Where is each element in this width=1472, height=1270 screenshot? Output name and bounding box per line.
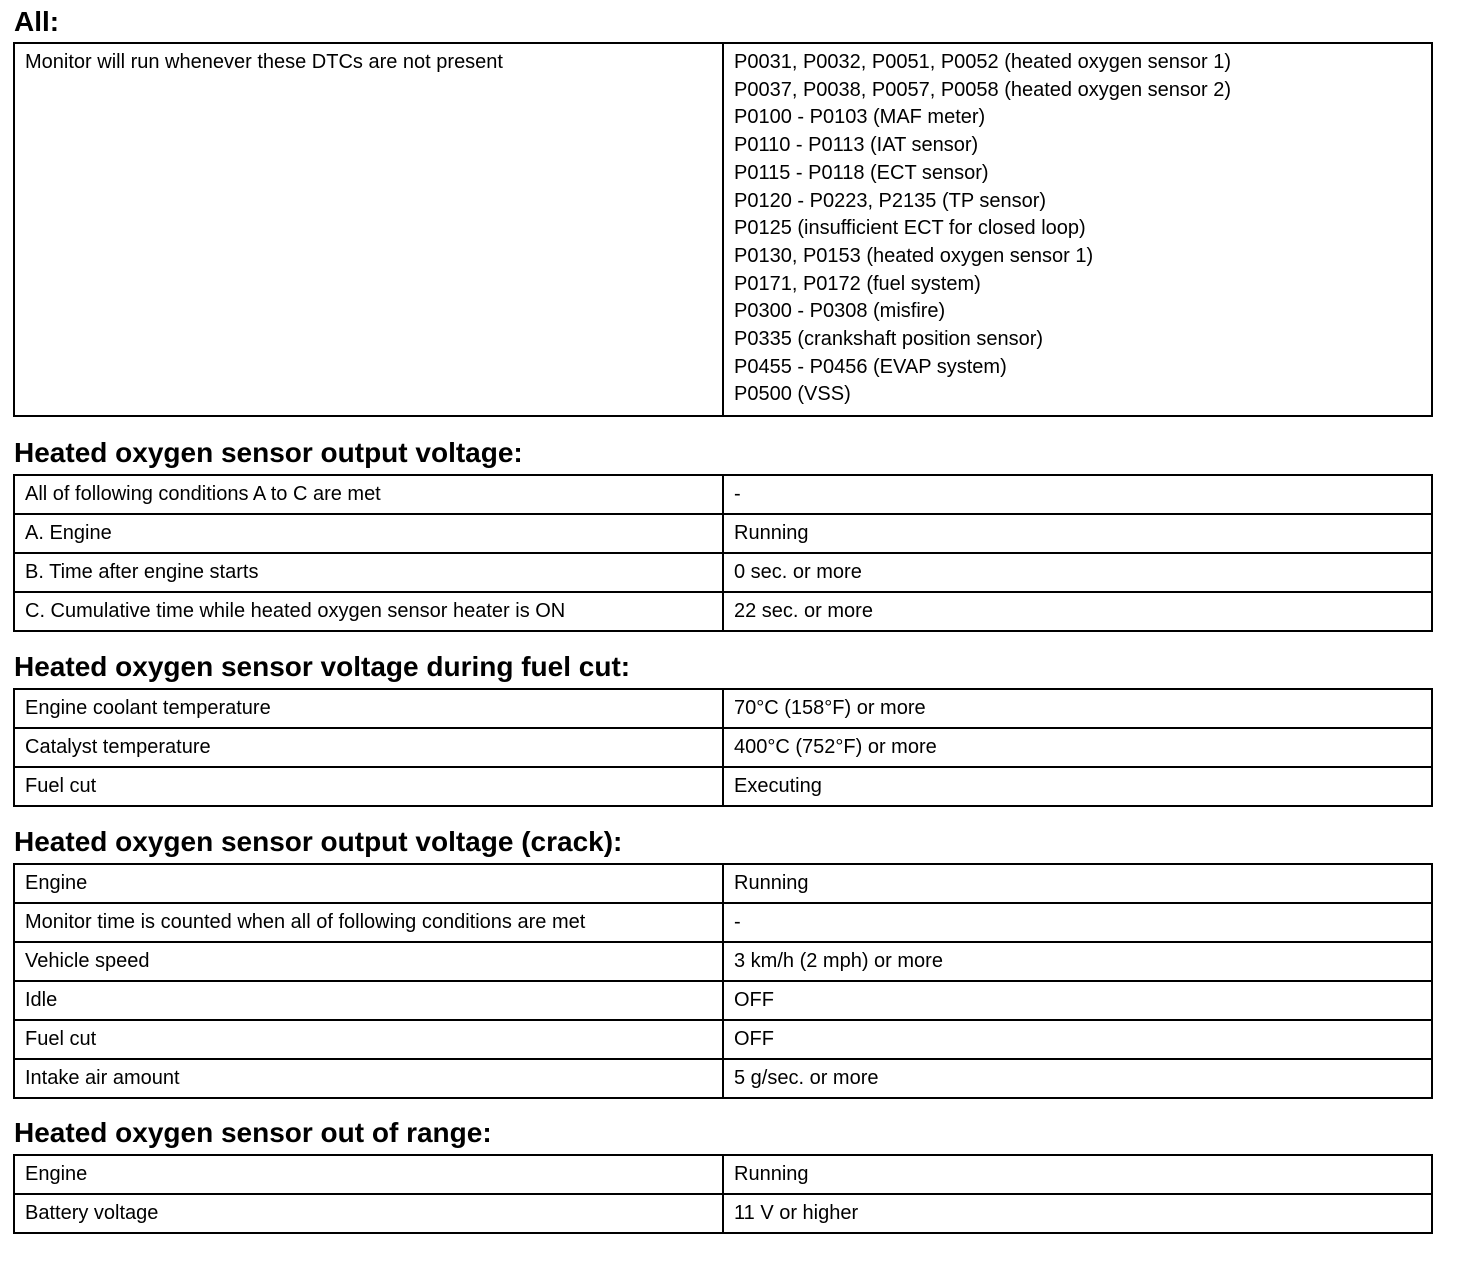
value-cell: 11 V or higher [723,1194,1432,1233]
out-of-range-table [13,1154,1433,1234]
value-cell: 0 sec. or more [723,553,1432,592]
dtc-line: P0031, P0032, P0051, P0052 (heated oxygen sensor 1) [734,51,1232,73]
value-cell: 5 g/sec. or more [723,1059,1432,1098]
condition-cell: Idle [14,981,723,1020]
condition-cell: Intake air amount [14,1059,723,1098]
condition-cell: Engine coolant temperature [14,689,723,728]
dtc-line: P0455 - P0456 (EVAP system) [734,355,1007,378]
monitor-condition-label: Monitor will run whenever these DTCs are not present [25,51,503,73]
value-cell: 70°C (158°F) or more [723,689,1432,728]
output-voltage-table [13,474,1433,632]
dtc-table [13,42,1433,417]
condition-cell: All of following conditions A to C are met [14,475,723,514]
condition-cell: Catalyst temperature [14,728,723,767]
table-row [14,728,1432,767]
value-cell: Executing [723,767,1432,806]
dtc-line: P0100 - P0103 (MAF meter) [734,106,986,129]
table-row [14,1155,1432,1194]
table-row [14,767,1432,806]
dtc-line: P0130, P0153 (heated oxygen sensor 1) [734,244,1094,267]
value-cell: 22 sec. or more [723,592,1432,631]
dtc-line: P0335 (crankshaft position sensor) [734,328,1044,351]
table-row [14,981,1432,1020]
condition-cell: Monitor time is counted when all of following conditions are met [14,903,723,942]
condition-cell: Engine [14,1155,723,1194]
dtc-line: P0171, P0172 (fuel system) [734,272,981,295]
dtc-line: P0500 (VSS) [734,383,851,406]
monitor-condition-cell [14,43,723,416]
table-row [14,1194,1432,1233]
dtc-line: P0125 (insufficient ECT for closed loop) [734,217,1086,240]
table-row [14,1059,1432,1098]
value-cell: Running [723,864,1432,903]
dtc-line: P0300 - P0308 (misfire) [734,300,946,323]
table-row [14,864,1432,903]
dtc-line: P0037, P0038, P0057, P0058 (heated oxygen sensor 2) [734,78,1232,101]
table-row [14,475,1432,514]
table-row [14,514,1432,553]
dtc-line: P0115 - P0118 (ECT sensor) [734,161,989,184]
section-title-output-voltage: Heated oxygen sensor output voltage: [14,437,523,468]
crack-table [13,863,1433,1099]
section-title-all: All: [14,6,60,37]
table-row [14,689,1432,728]
table-row [14,1020,1432,1059]
value-cell: Running [723,514,1432,553]
value-cell: Running [723,1155,1432,1194]
table-row [14,942,1432,981]
section-title-fuel-cut: Heated oxygen sensor voltage during fuel cut: [14,651,631,682]
condition-cell: B. Time after engine starts [14,553,723,592]
condition-cell: Engine [14,864,723,903]
condition-cell: C. Cumulative time while heated oxygen sensor heater is ON [14,592,723,631]
dtc-line: P0120 - P0223, P2135 (TP sensor) [734,189,1047,212]
condition-cell: A. Engine [14,514,723,553]
section-title-crack: Heated oxygen sensor output voltage (crack): [14,826,623,857]
condition-cell: Vehicle speed [14,942,723,981]
table-row [14,903,1432,942]
condition-cell: Fuel cut [14,767,723,806]
value-cell: - [723,475,1432,514]
condition-cell: Fuel cut [14,1020,723,1059]
value-cell: OFF [723,1020,1432,1059]
dtc-line: P0110 - P0113 (IAT sensor) [734,134,979,157]
table-row [14,592,1432,631]
value-cell: OFF [723,981,1432,1020]
table-row [14,43,1432,416]
section-title-out-of-range: Heated oxygen sensor out of range: [14,1117,492,1148]
value-cell: 3 km/h (2 mph) or more [723,942,1432,981]
fuel-cut-table [13,688,1433,807]
dtc-list-cell [723,43,1432,416]
value-cell: - [723,903,1432,942]
table-row [14,553,1432,592]
condition-cell: Battery voltage [14,1194,723,1233]
value-cell: 400°C (752°F) or more [723,728,1432,767]
